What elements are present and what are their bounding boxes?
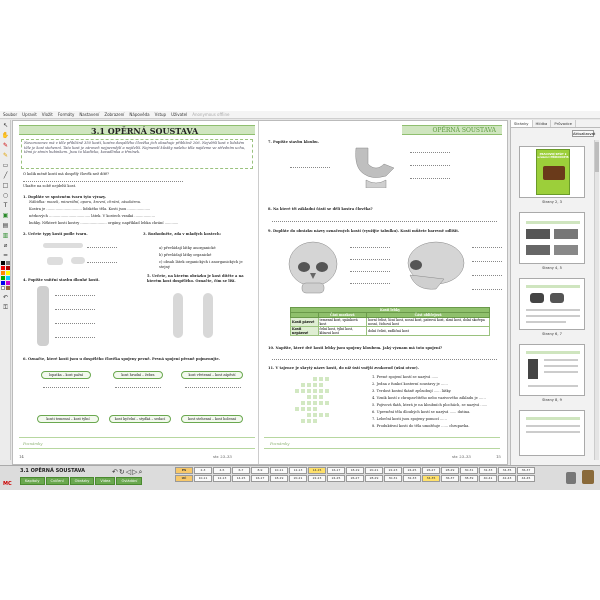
answer-line[interactable] <box>272 359 497 360</box>
long-bone-image <box>43 243 83 248</box>
panel-tabs <box>511 120 600 128</box>
color-black-swatch[interactable] <box>1 261 5 265</box>
question-0b: Ukažte na sobě nejdelší kost. <box>23 184 77 188</box>
prev-page-icon[interactable]: ◁ <box>125 468 133 476</box>
color-yellow-swatch[interactable] <box>6 271 10 275</box>
table-cell: dolní čelist, radličná kost <box>367 327 490 336</box>
joint-pair-option[interactable]: lopatka – kost pažní <box>41 371 91 379</box>
workbook-spread <box>12 120 508 465</box>
question-3-option-b[interactable]: b) převládají látky organické <box>159 253 212 257</box>
answer-line[interactable] <box>472 261 502 262</box>
page-index-cell[interactable]: 22-23 <box>384 467 402 474</box>
page-index-cell[interactable]: 4-5 <box>213 467 231 474</box>
next-page-icon[interactable]: ▷ <box>132 468 139 476</box>
page-reference: str. 23–33 <box>452 454 471 459</box>
page-index-cell[interactable]: 6-7 <box>232 467 250 474</box>
page-index-cell[interactable]: 44-45 <box>517 475 535 482</box>
page-index-cell[interactable]: 18-19 <box>346 467 364 474</box>
menu-item[interactable]: Nápověda <box>129 112 150 117</box>
page-index-cell[interactable]: 10-11 <box>270 467 288 474</box>
menu-item[interactable]: Vstup <box>154 112 167 117</box>
child-bone-image <box>173 293 183 338</box>
question-1-hint: Nábidka: mozek, minerální, oporu, krevní, chrání, zásobárnu. <box>29 200 142 204</box>
question-8: 8. Na které tři základní části se dělí kostra člověka? <box>268 207 373 211</box>
question-0: O kolik méně kostí má dospělý člověk než dítě? <box>23 172 110 176</box>
page-index-cell[interactable]: 20-21 <box>365 467 383 474</box>
picker-tool-icon[interactable]: ⌀ <box>3 242 8 249</box>
answer-line[interactable] <box>55 309 95 310</box>
undo-icon[interactable]: ↶ <box>2 294 9 301</box>
skull-bones-table <box>290 307 490 336</box>
undo-icon[interactable]: ↶ <box>112 468 119 476</box>
page-index-cell[interactable]: 32-33 <box>403 475 421 482</box>
table-cell: čelní kost, týlní kost, klínová kost <box>318 327 367 336</box>
menu-bar <box>0 111 600 119</box>
menu-item[interactable]: Uživatel <box>171 112 188 117</box>
rectangle-tool-icon[interactable]: □ <box>2 182 9 189</box>
bottom-navigation-bar <box>0 465 600 490</box>
color-brown-swatch[interactable] <box>6 286 10 290</box>
answer-line[interactable] <box>87 247 117 248</box>
line-tool-icon[interactable]: ╱ <box>3 172 8 179</box>
page-thumbnail[interactable] <box>519 344 585 396</box>
left-page-header <box>19 125 255 135</box>
page-index-cell[interactable]: 42-43 <box>498 475 516 482</box>
joint-pair-option[interactable]: kost kyčelní – stydká – sedací <box>109 415 171 423</box>
notes-label: Poznámky <box>23 441 43 446</box>
right-page-header <box>402 125 502 135</box>
page-index-cell[interactable]: 26-27 <box>346 475 364 482</box>
long-bone-section-image <box>37 286 49 346</box>
page-index-cell[interactable]: 38-39 <box>460 475 478 482</box>
clip-tool-icon[interactable]: ▥ <box>2 232 9 239</box>
answer-line[interactable] <box>87 262 117 263</box>
page-index-cell[interactable]: 24-25 <box>327 475 345 482</box>
table-header: Část mozková <box>318 313 367 318</box>
answer-line[interactable] <box>55 337 95 338</box>
navigation-controls <box>112 468 143 477</box>
tab-controls[interactable]: Ovládání <box>116 477 142 485</box>
page-index-cell[interactable]: 34-35 <box>498 467 516 474</box>
panel-scrollbar[interactable] <box>594 140 599 460</box>
page-thumbnail[interactable] <box>519 212 585 264</box>
zoom-icon[interactable]: ⌕ <box>138 468 144 476</box>
crossword-grid[interactable] <box>294 376 330 424</box>
page-index-grid <box>175 467 535 482</box>
page-reference: str. 23–33 <box>213 454 232 459</box>
tab-pages[interactable]: Stránky <box>511 120 533 127</box>
flat-bone-image <box>71 257 85 264</box>
skull-front-image <box>280 239 346 299</box>
left-toolbar <box>0 120 11 460</box>
section-title: 3.1 OPĚRNÁ SOUSTAVA <box>20 468 86 474</box>
question-11: 11. V tajence je skrytý název kosti, do níž ústí vnější zvukovod (ušní otvor). <box>268 366 419 370</box>
crossword-clue: 5. Pojivová tkáň, která je na kloubních plochách, se nazývá ...... <box>372 403 488 407</box>
tab-chapters[interactable]: Kapitoly <box>20 477 45 485</box>
notes-label: Poznámky <box>270 441 290 446</box>
refresh-button[interactable]: Aktualizovat <box>573 132 596 136</box>
page-index-cell[interactable]: 22-23 <box>308 475 326 482</box>
question-1-line-2[interactable]: nérkových .................................... látek. V kostech vzniká .................. <box>29 214 155 218</box>
table-cell: temenní kost, spánková kost <box>318 318 367 327</box>
page-index-cell[interactable]: 30-31 <box>384 475 402 482</box>
thumbnail-caption: Strany 2, 3 <box>542 200 562 204</box>
answer-line[interactable] <box>410 152 450 153</box>
joint-pair-option[interactable]: kosti temenní – kost týlní <box>37 415 99 423</box>
cover-photo <box>543 166 565 180</box>
page-index-cell[interactable]: 14-15 <box>308 467 326 474</box>
page-index-cell[interactable]: 24-25 <box>403 467 421 474</box>
pen-tool-icon[interactable]: ✎ <box>2 142 9 149</box>
menu-item[interactable]: Zobrazení <box>104 112 125 117</box>
answer-line[interactable] <box>55 323 95 324</box>
answer-line[interactable] <box>115 387 161 388</box>
question-9: 9. Doplňte do obrázku názvy označených kostí (využijte tabulku). Kosti můžete barevně odlišit. <box>268 229 460 233</box>
page-index-cell[interactable]: 34-35 <box>422 475 440 482</box>
answer-line[interactable] <box>55 295 95 296</box>
image-tool-icon[interactable]: ▣ <box>2 212 9 219</box>
question-1-line-1[interactable]: Kostra je ............................... lidského těla. Kosti jsou .................... <box>29 207 151 211</box>
page-index-cell[interactable]: 16-17 <box>327 467 345 474</box>
page-index-cell[interactable]: 36-37 <box>441 475 459 482</box>
answer-line[interactable] <box>43 387 89 388</box>
page-thumbnail[interactable] <box>519 146 585 198</box>
crossword-clue: 8. Produktivní kosti do těla umožňuje ...... chrupavka. <box>372 424 470 428</box>
answer-line[interactable] <box>350 271 390 272</box>
color-blue-swatch[interactable] <box>1 281 5 285</box>
color-darkred-swatch[interactable] <box>6 266 10 270</box>
workbook-cover-image <box>536 149 570 195</box>
pages-panel <box>510 120 600 465</box>
page-title: 3.1 OPĚRNÁ SOUSTAVA <box>91 126 199 136</box>
marker-tool-icon[interactable]: ✎ <box>2 152 9 159</box>
hand-tool-icon[interactable]: ✋ <box>1 132 10 139</box>
page-number: 14 <box>19 454 24 459</box>
stroke-tool-icon[interactable]: ━ <box>3 252 8 259</box>
tab-watch[interactable]: Hlídka <box>533 120 552 127</box>
joint-pair-option[interactable]: kost vřetenní – kost zápěstí <box>181 371 243 379</box>
backpack-icon[interactable] <box>582 470 594 484</box>
question-3-option-c[interactable]: c) obsah látek organických i anorganických je stejný <box>159 260 243 269</box>
table-row <box>291 327 490 336</box>
table-title: Kosti lebky <box>291 308 490 313</box>
answer-line[interactable] <box>472 289 502 290</box>
page-index-cell[interactable]: 36-37 <box>517 467 535 474</box>
menu-item[interactable]: Formáty <box>57 112 75 117</box>
tab-videos[interactable]: Videa <box>95 477 115 485</box>
question-1: 1. Doplňte ve správném tvaru tyto výrazy. <box>23 195 106 199</box>
question-4: 4. Popište vnitřní stavbu dlouhé kosti. <box>23 278 100 282</box>
crossword-clue: 6. Upevnění těla dlouhých kostí se nazývá ...... dutina. <box>372 410 471 414</box>
page-index-cell[interactable]: 28-29 <box>441 467 459 474</box>
answer-line[interactable] <box>472 275 502 276</box>
crossword-clue: 4. Vznik kostí z chrupavčitého nebo vazivového základu je ...... <box>372 396 486 400</box>
question-3: 3. Rozhodněte, zda v mladých kostech: <box>143 232 221 236</box>
text-tool-icon[interactable]: T <box>3 202 8 209</box>
thumbnail-caption: Strany 4, 5 <box>542 266 562 270</box>
color-gray-swatch[interactable] <box>6 261 10 265</box>
color-magenta-swatch[interactable] <box>6 281 10 285</box>
question-6: 6. Označte, které kosti jsou u dospělého člověka spojeny pevně. Pevná spojení přesně pojmenujte. <box>23 357 220 361</box>
notes-area[interactable] <box>19 437 255 449</box>
menu-item[interactable]: Vložit <box>41 112 53 117</box>
question-5: 5. Určete, na kterém obrázku je kost dítěte a na kterém kost dospělého. Označte, čím se liší. <box>147 274 244 283</box>
question-10: 10. Napište, které dvě kosti lebky jsou spojeny kloubem. Jaký význam má toto spojení? <box>268 346 443 350</box>
color-cyan-swatch[interactable] <box>6 276 10 280</box>
crossword-clue: 7. Lebeční kosti jsou spojeny pomocí ...... <box>372 417 447 421</box>
question-2: 2. Určete typy kostí podle tvaru. <box>23 232 88 236</box>
answer-line[interactable] <box>350 283 390 284</box>
answer-line[interactable] <box>350 247 390 248</box>
color-green-swatch[interactable] <box>1 276 5 280</box>
ellipse-tool-icon[interactable]: ○ <box>2 192 9 199</box>
thumbnail-caption: Strany 6, 7 <box>542 332 562 336</box>
question-3-option-a[interactable]: a) převládají látky anorganické <box>159 246 216 250</box>
page-index-cell[interactable]: 28-29 <box>365 475 383 482</box>
thumbnail-caption: Strany 8, 9 <box>542 398 562 402</box>
menu-item[interactable]: Soubor <box>3 112 18 117</box>
menu-item[interactable]: Upravit <box>22 112 37 117</box>
answer-line[interactable] <box>472 247 502 248</box>
page-index-cell[interactable]: 12-13 <box>289 467 307 474</box>
eraser-tool-icon[interactable]: ▭ <box>2 162 9 169</box>
answer-line[interactable] <box>350 259 390 260</box>
answer-line[interactable] <box>185 387 241 388</box>
menu-item[interactable]: Anonymous offline <box>192 112 230 117</box>
screen-tool-icon[interactable]: ▤ <box>2 222 9 229</box>
page-index-row-label: PS <box>175 467 193 474</box>
scrollbar-thumb[interactable] <box>595 142 599 172</box>
color-palette <box>0 261 10 265</box>
page-index-cell[interactable]: 26-27 <box>422 467 440 474</box>
question-7: 7. Popište stavbu kloubu. <box>268 140 319 144</box>
tab-guide[interactable]: Průvodce <box>551 120 576 127</box>
page-thumbnail[interactable] <box>519 278 585 330</box>
adult-bone-image <box>203 293 213 338</box>
app-window <box>0 111 600 490</box>
page-index-cell[interactable]: 8-9 <box>251 467 269 474</box>
short-bone-image <box>47 257 63 265</box>
page-index-cell[interactable]: 14-15 <box>232 475 250 482</box>
crossword-clue: 1. Pevné spojení kostí se nazývá ...... <box>372 375 439 379</box>
answer-line[interactable] <box>23 181 183 182</box>
page-index-cell[interactable]: 30-31 <box>460 467 478 474</box>
page-title: OPĚRNÁ SOUSTAVA <box>432 127 496 134</box>
page-index-cell[interactable]: 16-17 <box>251 475 269 482</box>
tab-images[interactable]: Obrázky <box>70 477 95 485</box>
trash-icon[interactable] <box>566 472 576 484</box>
answer-line[interactable] <box>272 221 497 222</box>
page-number: 15 <box>496 454 501 459</box>
bottom-tabs <box>20 477 143 485</box>
cover-title: PRACOVNÍ SEŠIT k učebnici PŘÍRODOPIS <box>537 153 569 159</box>
page-index-row-label: UČ <box>175 475 193 482</box>
color-orange-swatch[interactable] <box>1 271 5 275</box>
table-header: Část obličejová <box>367 313 490 318</box>
skull-side-image <box>400 239 470 299</box>
question-1-line-3[interactable]: buňky. Některé kosti kostry ....................... orgány, například lebka chrání ............ <box>29 221 179 225</box>
page-index-cell[interactable]: 32-33 <box>479 467 497 474</box>
left-page <box>13 121 259 464</box>
right-page <box>260 121 507 464</box>
knee-joint-image <box>346 146 406 188</box>
crossword-clue: 2. Jedna z funkcí kosterní soustavy je ...... <box>372 382 448 386</box>
table-cell: Kosti párové <box>291 318 319 327</box>
pointer-tool-icon[interactable]: ↖ <box>2 122 9 129</box>
answer-line[interactable] <box>290 167 330 168</box>
page-index-cell[interactable]: 20-21 <box>289 475 307 482</box>
joint-pair-option[interactable]: kost stehenní – kost holenní <box>181 415 243 423</box>
color-white-swatch[interactable] <box>1 286 5 290</box>
tab-exercises[interactable]: Cvičení <box>46 477 69 485</box>
crossword-clue: 3. Tvrdost kostní tkáně způsobují ...... látky. <box>372 389 452 393</box>
page-index-cell[interactable]: 2-3 <box>194 467 212 474</box>
app-logo: MC <box>3 481 12 487</box>
table-cell: horní čelist, lícní kost, nosní kost, patrová kost, slzní kost, dolní skořepa nosní, čichová kost <box>367 318 490 327</box>
notes-area[interactable] <box>264 437 500 449</box>
menu-item[interactable]: Nastavení <box>79 112 100 117</box>
answer-line[interactable] <box>410 165 450 166</box>
table-row <box>291 318 490 327</box>
page-index-cell[interactable]: 18-19 <box>270 475 288 482</box>
lock-icon[interactable]: ⚿ <box>3 303 8 311</box>
page-index-cell[interactable]: 10-11 <box>194 475 212 482</box>
table-cell: Kosti nepárové <box>291 327 319 336</box>
answer-line[interactable] <box>410 178 450 179</box>
intro-text: Novorozenec má v těle přibližně 350 kostí, kostra dospělého člověka jich obsahuje přibližně 206. Největší kost v lidském těle je kost stehenní. Tato kost je zároveň nejpevnější a nejdelší. Nejmenší kůstky našeho těla najdeme ve středním uchu, těmi je stmin hubinkem. Jsou to kladívko, kovadlinka a třmínek. <box>21 139 253 169</box>
refresh-icon[interactable]: ↻ <box>118 468 126 476</box>
joint-pair-option[interactable]: kost hrudní – žebra <box>113 371 163 379</box>
page-index-cell[interactable]: 40-41 <box>479 475 497 482</box>
page-thumbnail[interactable] <box>519 410 585 456</box>
color-red-swatch[interactable] <box>1 266 5 270</box>
page-index-cell[interactable]: 12-13 <box>213 475 231 482</box>
